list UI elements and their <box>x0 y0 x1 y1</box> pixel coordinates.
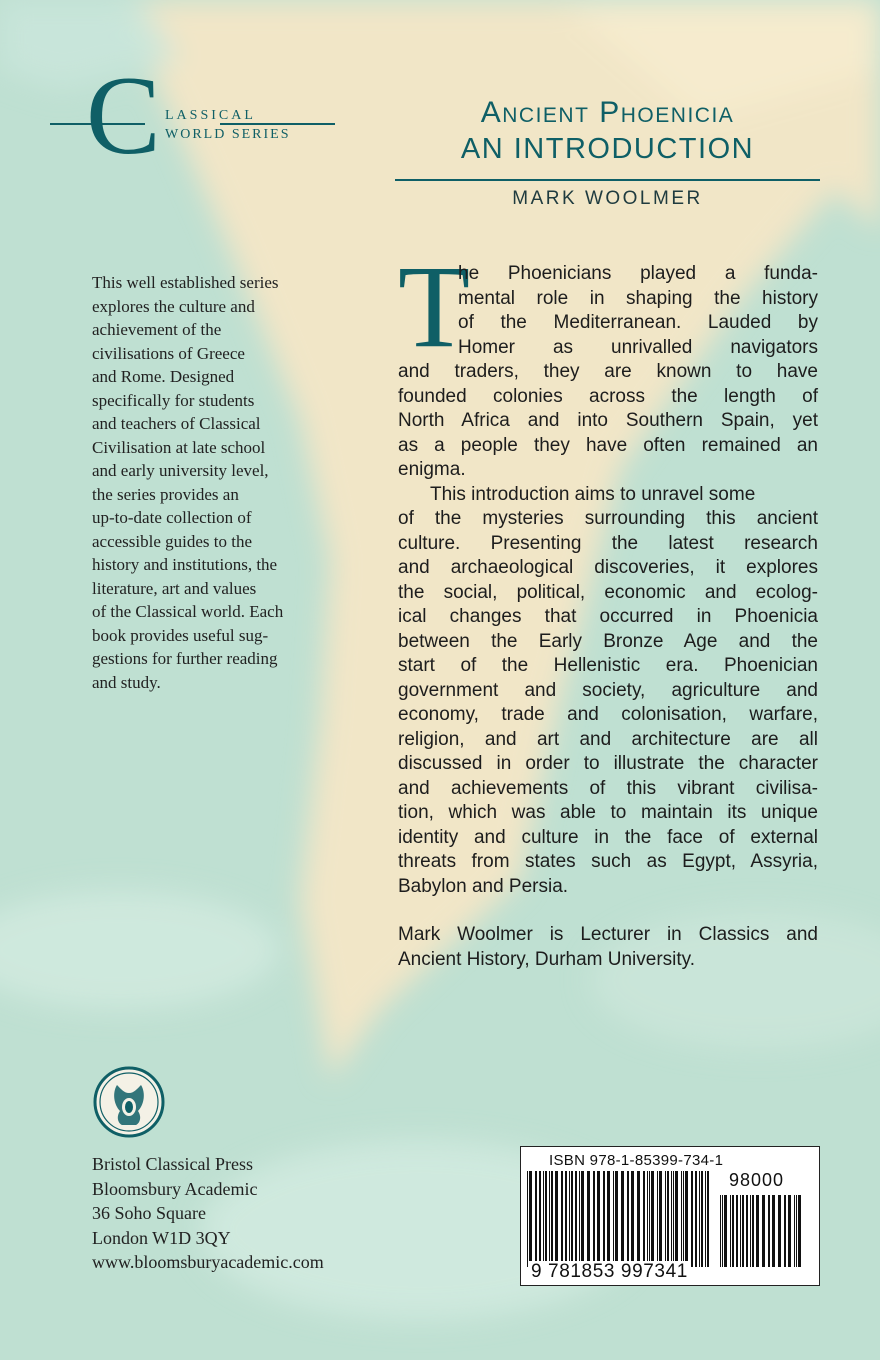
publisher-address <box>92 1152 392 1275</box>
description-line: discussed in order to illustrate the character <box>398 753 818 774</box>
blurb-line: civilisations of Greece <box>92 343 245 363</box>
barcode-digits: 9 781853 997341 <box>531 1261 688 1282</box>
barcode-bar <box>756 1195 759 1267</box>
series-name-line1: LASSICAL <box>165 108 256 123</box>
blurb-line: of the Classical world. Each <box>92 602 284 621</box>
blurb-line: and study. <box>92 672 161 692</box>
blurb-line: explores the culture and <box>92 296 255 316</box>
publisher-emblem-icon <box>92 1065 166 1139</box>
barcode-bar <box>631 1171 634 1267</box>
barcode-bar <box>701 1171 703 1267</box>
description-line: government and society, agriculture and <box>398 679 818 701</box>
description-line: he Phoenicians played a funda- <box>458 263 818 284</box>
description-line: enigma. <box>398 459 466 480</box>
series-blurb <box>92 271 332 694</box>
publisher-name: Bristol Classical Press <box>92 1154 253 1174</box>
series-name-line2: WORLD SERIES <box>165 127 291 142</box>
blurb-line: and early university level, <box>92 461 269 480</box>
barcode-bar <box>746 1195 748 1267</box>
barcode-bar <box>740 1195 741 1267</box>
barcode-bar <box>643 1171 645 1267</box>
barcode-bar <box>561 1171 563 1267</box>
barcode-bar <box>659 1171 662 1267</box>
barcode-bar <box>581 1171 584 1267</box>
barcode-bar <box>752 1195 754 1267</box>
book-description <box>398 262 818 972</box>
author-bio-line: Ancient History, Durham University. <box>398 948 696 970</box>
barcode-bar <box>527 1171 528 1267</box>
barcode-bar <box>730 1195 731 1267</box>
barcode-bar <box>768 1195 770 1267</box>
title-initial-p: P <box>599 96 621 129</box>
barcode-bar <box>794 1195 795 1267</box>
description-line: and achievements of this vibrant civilisa- <box>398 777 818 799</box>
barcode-bar <box>621 1171 624 1267</box>
description-line: culture. Presenting the latest research <box>398 532 818 554</box>
title-block <box>395 95 820 167</box>
publisher-website: www.bloomsburyacademic.com <box>92 1252 324 1272</box>
book-subtitle: AN INTRODUCTION <box>460 133 755 165</box>
barcode-bar <box>569 1171 570 1267</box>
paragraph-gap <box>398 899 818 923</box>
description-line: start of the Hellenistic era. Phoenician <box>398 655 818 676</box>
description-line: This introduction aims to unravel some <box>430 483 756 505</box>
description-line: Babylon and Persia. <box>398 875 569 897</box>
barcode-bar <box>651 1171 654 1267</box>
isbn-barcode <box>520 1146 820 1286</box>
description-line: and traders, they are known to have <box>398 361 818 382</box>
barcode-bar <box>555 1171 558 1267</box>
publisher-street: 36 Soho Square <box>92 1203 206 1223</box>
title-divider <box>395 179 820 181</box>
barcode-bar <box>778 1195 781 1267</box>
description-line: founded colonies across the length of <box>398 385 818 407</box>
series-initial: C <box>86 54 161 178</box>
barcode-bar <box>685 1171 688 1267</box>
barcode-bar <box>597 1171 600 1267</box>
price-code: 98000 <box>729 1170 785 1190</box>
barcode-bar <box>732 1195 734 1267</box>
barcode-bar <box>673 1171 674 1267</box>
blurb-line: and Rome. Designed <box>92 367 235 386</box>
barcode-bar <box>671 1171 672 1267</box>
barcode-bar <box>681 1171 682 1267</box>
title-rest-ancient: ncient <box>502 96 590 129</box>
series-logo <box>50 54 340 178</box>
barcode-bar <box>579 1171 580 1267</box>
blurb-line: accessible guides to the <box>92 531 253 551</box>
barcode-bar <box>571 1171 573 1267</box>
barcode-bars-icon <box>527 1171 713 1267</box>
barcode-bar <box>667 1171 669 1267</box>
barcode-bar <box>762 1195 765 1267</box>
barcode-bar <box>707 1171 709 1267</box>
blurb-line: the series provides an <box>92 484 239 504</box>
blurb-line: achievement of the <box>92 320 222 339</box>
blurb-line: Civilisation at late school <box>92 437 266 457</box>
author-bio-line: Mark Woolmer is Lecturer in Classics and <box>398 924 818 945</box>
blurb-line: and teachers of Classical <box>92 414 261 433</box>
barcode-bar <box>691 1171 693 1267</box>
author-name: MARK WOOLMER <box>512 188 703 209</box>
description-line: religion, and art and architecture are all <box>398 728 818 750</box>
description-line: the social, political, economic and ecolog- <box>398 581 818 603</box>
blurb-line: literature, art and values <box>92 578 257 598</box>
title-rest-phoenicia: hoenicia <box>620 96 735 129</box>
barcode-bar <box>784 1195 786 1267</box>
blurb-line: history and institutions, the <box>92 555 278 574</box>
addon-barcode-bars-icon <box>720 1195 810 1267</box>
description-line: Homer as unrivalled navigators <box>458 336 818 358</box>
book-title <box>395 95 820 131</box>
blurb-line: specifically for students <box>92 390 255 410</box>
barcode-bar <box>683 1171 684 1267</box>
barcode-bar <box>565 1171 567 1267</box>
description-line: between the Early Bronze Age and the <box>398 630 818 652</box>
blurb-line: book provides useful sug- <box>92 625 269 645</box>
description-line: identity and culture in the face of external <box>398 826 818 848</box>
barcode-bar <box>647 1171 648 1267</box>
barcode-bar <box>649 1171 650 1267</box>
barcode-bar <box>798 1195 801 1267</box>
description-line: mental role in shaping the history <box>458 287 818 309</box>
barcode-bar <box>545 1171 547 1267</box>
barcode-bar <box>539 1171 541 1267</box>
barcode-bar <box>788 1195 791 1267</box>
barcode-bar <box>529 1171 532 1267</box>
barcode-bar <box>607 1171 610 1267</box>
isbn-label: ISBN 978-1-85399-734-1 <box>549 1152 724 1169</box>
barcode-bar <box>613 1171 614 1267</box>
description-line: as a people they have often remained an <box>398 434 818 456</box>
barcode-bar <box>535 1171 537 1267</box>
barcode-bar <box>593 1171 595 1267</box>
barcode-bar <box>724 1195 727 1267</box>
barcode-bar <box>720 1195 721 1267</box>
barcode-bar <box>699 1171 700 1267</box>
barcode-bar <box>627 1171 629 1267</box>
barcode-bar <box>705 1171 706 1267</box>
description-line: economy, trade and colonisation, warfare, <box>398 704 818 725</box>
barcode-bar <box>796 1195 797 1267</box>
barcode-bar <box>637 1171 640 1267</box>
description-line: and archaeological discoveries, it explores <box>398 557 818 578</box>
blurb-line: gestions for further reading <box>92 649 278 668</box>
barcode-bar <box>551 1171 553 1267</box>
description-line: ical changes that occurred in Phoenicia <box>398 606 818 627</box>
title-initial-a: A <box>480 96 503 129</box>
barcode-bar <box>742 1195 744 1267</box>
blurb-line: up-to-date collection of <box>92 508 252 527</box>
description-line: threats from states such as Egypt, Assyria, <box>398 851 818 872</box>
barcode-bar <box>665 1171 666 1267</box>
barcode-bar <box>772 1195 775 1267</box>
drop-cap: T <box>398 241 471 372</box>
barcode-bar <box>657 1171 658 1267</box>
description-line: tion, which was able to maintain its unique <box>398 802 818 823</box>
barcode-bar <box>722 1195 723 1267</box>
description-line: of the Mediterranean. Lauded by <box>458 312 818 333</box>
barcode-bar <box>543 1171 544 1267</box>
barcode-bar <box>675 1171 678 1267</box>
barcode-bar <box>549 1171 550 1267</box>
publisher-city: London W1D 3QY <box>92 1227 231 1248</box>
barcode-bar <box>736 1195 738 1267</box>
publisher-imprint: Bloomsbury Academic <box>92 1178 258 1199</box>
barcode-bar <box>615 1171 618 1267</box>
barcode-bar <box>695 1171 697 1267</box>
description-line: North Africa and into Southern Spain, yet <box>398 410 818 431</box>
barcode-bar <box>575 1171 577 1267</box>
description-line: of the mysteries surrounding this ancient <box>398 508 818 529</box>
barcode-bar <box>587 1171 590 1267</box>
barcode-bar <box>750 1195 751 1267</box>
barcode-bar <box>603 1171 605 1267</box>
blurb-line: This well established series <box>92 273 279 292</box>
